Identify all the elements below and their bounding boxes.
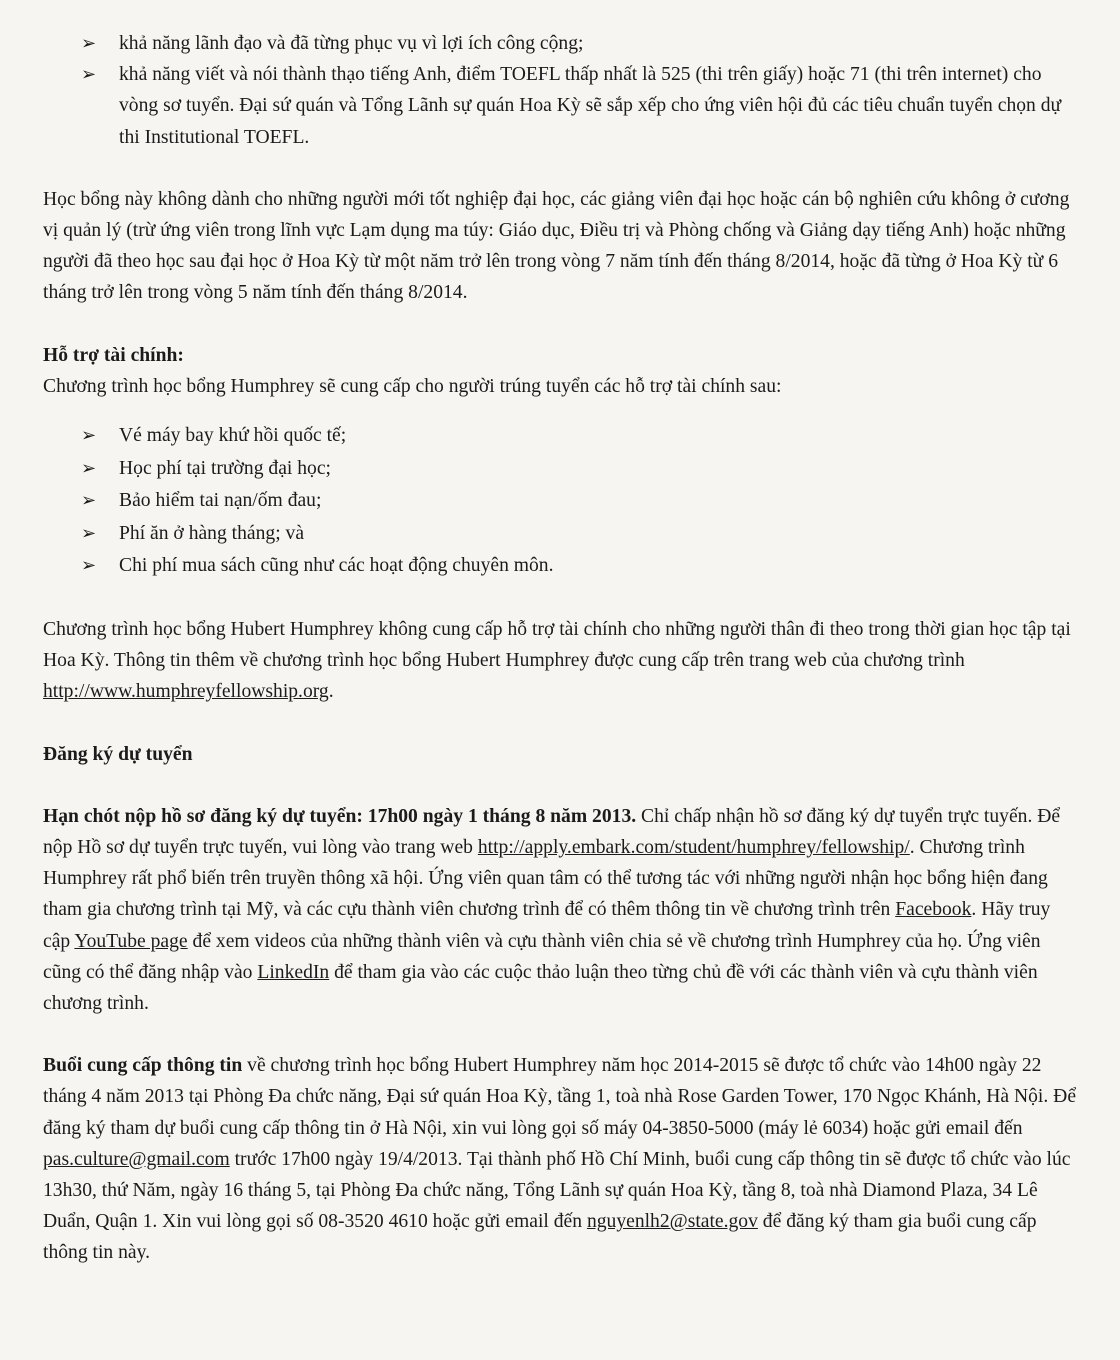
email-link-hcmc[interactable]: nguyenlh2@state.gov [586, 1211, 758, 1233]
arrow-bullet-icon: ➢ [81, 522, 97, 544]
financial-intro: Chương trình học bổng Humphrey sẽ cung cấp cho người trúng tuyển các hỗ trợ tài chính sau: [43, 375, 782, 397]
eligibility-paragraph: Học bổng này không dành cho những người mới tốt nghiệp đại học, các giảng viên đại học hoặc cán bộ nghiên cứu không ở cương vị quản lý (trừ ứng viên trong lĩnh vực Lạm dụng ma túy: Giáo dục, Điều trị và Phòng chống và Giảng dạy tiếng Anh) hoặc những người đã theo học sau đại học ở Hoa Kỳ từ một năm trở lên trong vòng 7 năm tính đến tháng 8/2014, hoặc đã từng ở Hoa Kỳ từ 6 tháng trở lên trong vòng 5 năm tính đến tháng 8/2014. [43, 188, 1070, 304]
apply-heading: Đăng ký dự tuyển [43, 743, 193, 765]
financial-heading: Hỗ trợ tài chính: [43, 344, 184, 366]
criteria-list [43, 28, 1080, 153]
list-item: ➢ Bảo hiểm tai nạn/ốm đau; [43, 485, 1080, 518]
deadline-text: Hạn chót nộp hồ sơ đăng ký dự tuyển: 17h00 ngày 1 tháng 8 năm 2013. [43, 805, 637, 827]
list-item: ➢ khả năng viết và nói thành thạo tiếng Anh, điểm TOEFL thấp nhất là 525 (thi trên giấy) hoặc 71 (thi trên internet) cho vòng sơ tuyển. Đại sứ quán và Tổng Lãnh sự quán Hoa Kỳ sẽ sắp xếp cho ứng viên hội đủ các tiêu chuẩn tuyển chọn dự thi Institutional TOEFL. [43, 59, 1080, 153]
arrow-bullet-icon: ➢ [81, 457, 97, 479]
arrow-bullet-icon: ➢ [81, 425, 97, 447]
arrow-bullet-icon: ➢ [81, 33, 97, 54]
linkedin-link[interactable]: LinkedIn [257, 961, 330, 983]
youtube-link[interactable]: YouTube page [74, 930, 188, 952]
list-item: ➢ khả năng lãnh đạo và đã từng phục vụ vì lợi ích công cộng; [43, 28, 1080, 59]
arrow-bullet-icon: ➢ [81, 555, 97, 577]
facebook-link[interactable]: Facebook [895, 899, 972, 921]
apply-paragraph: Hạn chót nộp hồ sơ đăng ký dự tuyển: 17h00 ngày 1 tháng 8 năm 2013. Chỉ chấp nhận hồ sơ đăng ký dự tuyển trực tuyến. Để nộp Hồ sơ dự tuyển trực tuyến, vui lòng vào trang web http://apply.embark.com/student/humphrey/fellowship/. Chương trình Humphrey rất phổ biến trên truyền thông xã hội. Ứng viên quan tâm có thể tương tác với những người nhận học bổng hiện đang tham gia chương trình tại Mỹ, và các cựu thành viên chương trình để có thêm thông tin về chương trình trên Facebook. Hãy truy cập YouTube page để xem videos của những thành viên và cựu thành viên chia sẻ về chương trình Humphrey của họ. Ứng viên cũng có thể đăng nhập vào LinkedIn để tham gia vào các cuộc thảo luận theo từng chủ đề với các thành viên và cựu thành viên chương trình. [43, 805, 1061, 1015]
financial-list [43, 420, 1080, 583]
info-session-paragraph: Buổi cung cấp thông tin về chương trình học bổng Hubert Humphrey năm học 2014-2015 sẽ được tổ chức vào 14h00 ngày 22 tháng 4 năm 2013 tại Phòng Đa chức năng, Đại sứ quán Hoa Kỳ, tầng 1, toà nhà Rose Garden Tower, 170 Ngọc Khánh, Hà Nội. Để đăng ký tham dự buổi cung cấp thông tin ở Hà Nội, xin vui lòng gọi số máy 04-3850-5000 (máy lẻ 6034) hoặc gửi email đến pas.culture@gmail.com trước 17h00 ngày 19/4/2013. Tại thành phố Hồ Chí Minh, buổi cung cấp thông tin sẽ được tổ chức vào lúc 13h30, thứ Năm, ngày 16 tháng 5, tại Phòng Đa chức năng, Tổng Lãnh sự quán Hoa Kỳ, tầng 8, toà nhà Diamond Plaza, 34 Lê Duẩn, Quận 1. Xin vui lòng gọi số 08-3520 4610 hoặc gửi email đến nguyenlh2@state.gov để đăng ký tham gia buổi cung cấp thông tin này. [43, 1055, 1077, 1264]
arrow-bullet-icon: ➢ [81, 64, 97, 86]
list-item: ➢ Học phí tại trường đại học; [43, 453, 1080, 486]
email-link-hanoi[interactable]: pas.culture@gmail.com [43, 1148, 230, 1170]
humphrey-website-link[interactable]: http://www.humphreyfellowship.org [43, 681, 329, 703]
list-item: ➢ Phí ăn ở hàng tháng; và [43, 518, 1080, 551]
list-item: ➢ Chi phí mua sách cũng như các hoạt động chuyên môn. [43, 550, 1080, 583]
apply-link[interactable]: http://apply.embark.com/student/humphrey/fellowship/ [477, 837, 910, 859]
list-item: ➢ Vé máy bay khứ hồi quốc tế; [43, 420, 1080, 453]
financial-note: Chương trình học bổng Hubert Humphrey không cung cấp hỗ trợ tài chính cho những người thân đi theo trong thời gian học tập tại Hoa Kỳ. Thông tin thêm về chương trình học bổng Hubert Humphrey được cung cấp trên trang web của chương trình http://www.humphreyfellowship.org. [43, 619, 1071, 703]
arrow-bullet-icon: ➢ [81, 490, 97, 512]
